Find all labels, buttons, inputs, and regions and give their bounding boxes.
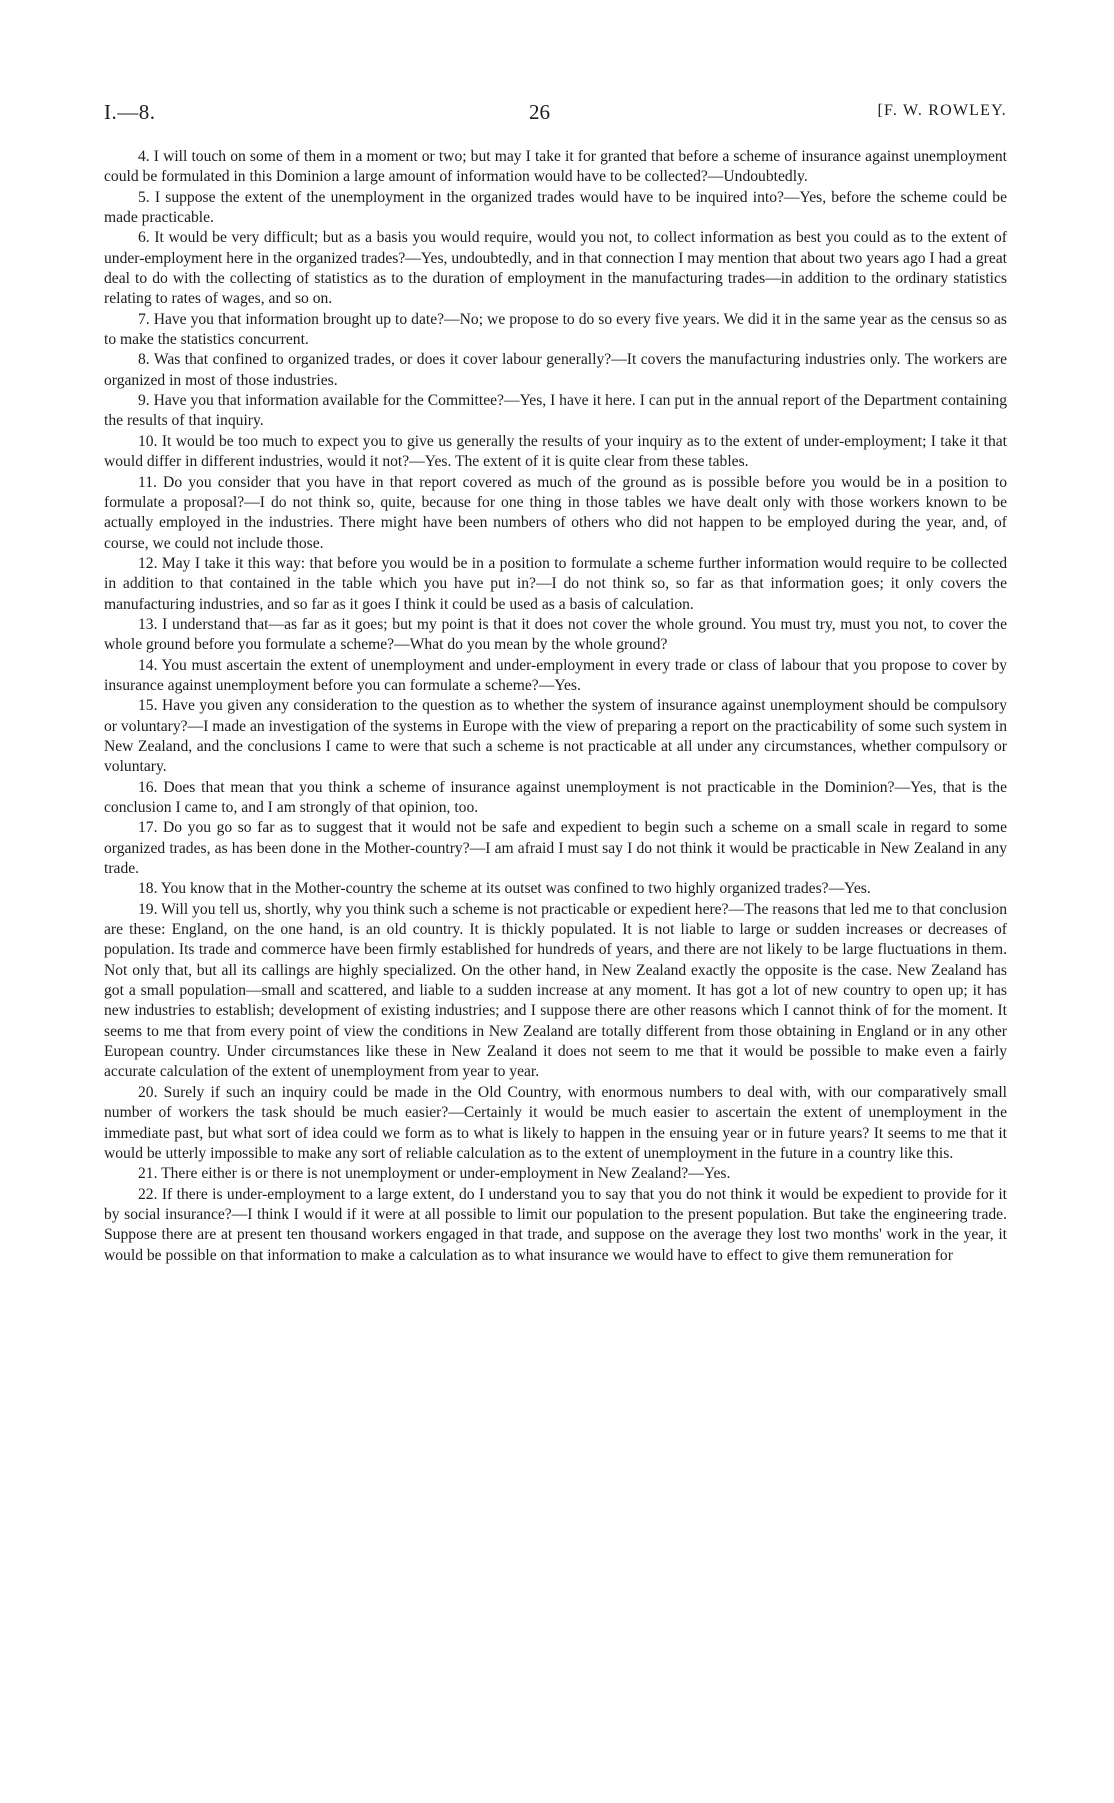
question-17: 17. Do you go so far as to suggest that it would not be safe and expedient to begin such a scheme on a small scale in regard to some organized trades, as has been done in the Mother-country?—I am afraid I must say I do not think it would be practicable in New Zealand in any trade. xyxy=(104,819,1007,878)
question-22: 22. If there is under-employment to a large extent, do I understand you to say that you do not think it would be expedient to provide for it by social insurance?—I think I would if it were at all possible to limit our population to the present population. But take the engineering trade. Suppose there are at present ten thousand workers engaged in that trade, and suppose on the average they lost two months' work in the year, it would be possible on that information to make a calculation as to what insurance we would have to effect to give them remuneration for xyxy=(104,1185,1007,1264)
question-18: 18. You know that in the Mother-country the scheme at its outset was confined to two highly organized trades?—Yes. xyxy=(138,880,871,898)
question-8: 8. Was that confined to organized trades, or does it cover labour generally?—It covers the manufacturing industries only. The workers are organized in most of those industries. xyxy=(104,351,1007,389)
witness-name: [F. W. ROWLEY. xyxy=(877,102,1007,119)
question-19: 19. Will you tell us, shortly, why you think such a scheme is not practicable or expedient here?—The reasons that led me to that conclusion are these: England, on the one hand, is an old country. It is thickly populated. It is not liable to large or sudden increases or decreases of population. Its trade and commerce have been firmly established for hundreds of years, and there are not likely to be large fluctuations in them. Not only that, but all its callings are highly specialized. On the other hand, in New Zealand exactly the opposite is the case. New Zealand has got a small population—small and scattered, and liable to a sudden increase at any moment. It has got a lot of new country to open up; it has new industries to establish; development of existing industries; and I suppose there are other reasons which I cannot think of for the moment. It seems to me that from every point of view the conditions in New Zealand are totally different from those obtaining in England or in any other European country. Under circumstances like these in New Zealand it does not seem to me that it would be possible to make even a fairly accurate calculation of the extent of unemployment from year to year. xyxy=(104,900,1007,1081)
page-number: 26 xyxy=(529,100,550,124)
question-11: 11. Do you consider that you have in that report covered as much of the ground as is possible before you would be in a position to formulate a proposal?—I do not think so, quite, because for one thing in those tables we have dealt only with those workers known to be actually employed in the industries. There might have been numbers of others who did not happen to be employed during the year, and, of course, we could not include those. xyxy=(104,473,1007,552)
question-21: 21. There either is or there is not unemployment or under-employment in New Zealand?—Yes. xyxy=(138,1165,731,1183)
question-15: 15. Have you given any consideration to the question as to whether the system of insurance against unemployment should be compulsory or voluntary?—I made an investigation of the systems in Europe with the view of preparing a report on the practicability of some such system in New Zealand, and the conclusions I came to were that such a scheme is not practicable at all under any circumstances, whether compulsory or voluntary. xyxy=(104,697,1007,776)
question-20: 20. Surely if such an inquiry could be made in the Old Country, with enormous numbers to deal with, with our comparatively small number of workers the task should be much easier?—Certainly it would be much easier to ascertain the extent of unemployment in the immediate past, but what sort of idea could we form as to what is likely to happen in the ensuing year or in future years? It seems to me that it would be utterly impossible to make any sort of reliable calculation as to the extent of unemployment in the future in a country like this. xyxy=(104,1083,1007,1162)
question-10: 10. It would be too much to expect you to give us generally the results of your inquiry as to the extent of under-employment; I take it that would differ in different industries, would it not?—Yes. The extent of it is quite clear from these tables. xyxy=(104,432,1007,471)
question-14: 14. You must ascertain the extent of unemployment and under-employment in every trade or class of labour that you propose to cover by insurance against unemployment before you can formulate a scheme?—Yes. xyxy=(104,656,1007,694)
question-4: 4. I will touch on some of them in a moment or two; but may I take it for granted that before a scheme of insurance against unemployment could be formulated in this Dominion a large amount of information would have to be collected?—Undoubtedly. xyxy=(104,148,1007,186)
question-6: 6. It would be very difficult; but as a basis you would require, would you not, to collect information as best you could as to the extent of under-employment here in the organized trades?—Yes, undoubtedly, and in that connection I may mention that about two years ago I had a great deal to do with the collecting of statistics as to the duration of employment in the manufacturing trades—in addition to the ordinary statistics relating to rates of wages, and so on. xyxy=(104,229,1007,308)
evidence-body xyxy=(104,147,1007,1266)
question-13: 13. I understand that—as far as it goes; but my point is that it does not cover the whole ground. You must try, must you not, to cover the whole ground before you formulate a scheme?—What do you mean by the whole ground? xyxy=(104,615,1007,654)
paper-reference: I.—8. xyxy=(104,100,156,124)
question-12: 12. May I take it this way: that before you would be in a position to formulate a scheme further information would require to be collected in addition to that contained in the table which you have put in?—I do not think so, so far as that information goes; it only covers the manufacturing industries, and so far as it goes I think it could be used as a basis of calculation. xyxy=(104,554,1007,613)
page-header xyxy=(104,100,1007,130)
question-9: 9. Have you that information available for the Committee?—Yes, I have it here. I can put in the annual report of the Department containing the results of that inquiry. xyxy=(104,392,1007,430)
question-16: 16. Does that mean that you think a scheme of insurance against unemployment is not practicable in the Dominion?—Yes, that is the conclusion I came to, and I am strongly of that opinion, too. xyxy=(104,778,1007,816)
question-5: 5. I suppose the extent of the unemployment in the organized trades would have to be inquired into?—Yes, before the scheme could be made practicable. xyxy=(104,188,1007,227)
question-7: 7. Have you that information brought up to date?—No; we propose to do so every five years. We did it in the same year as the census so as to make the statistics concurrent. xyxy=(104,310,1007,349)
